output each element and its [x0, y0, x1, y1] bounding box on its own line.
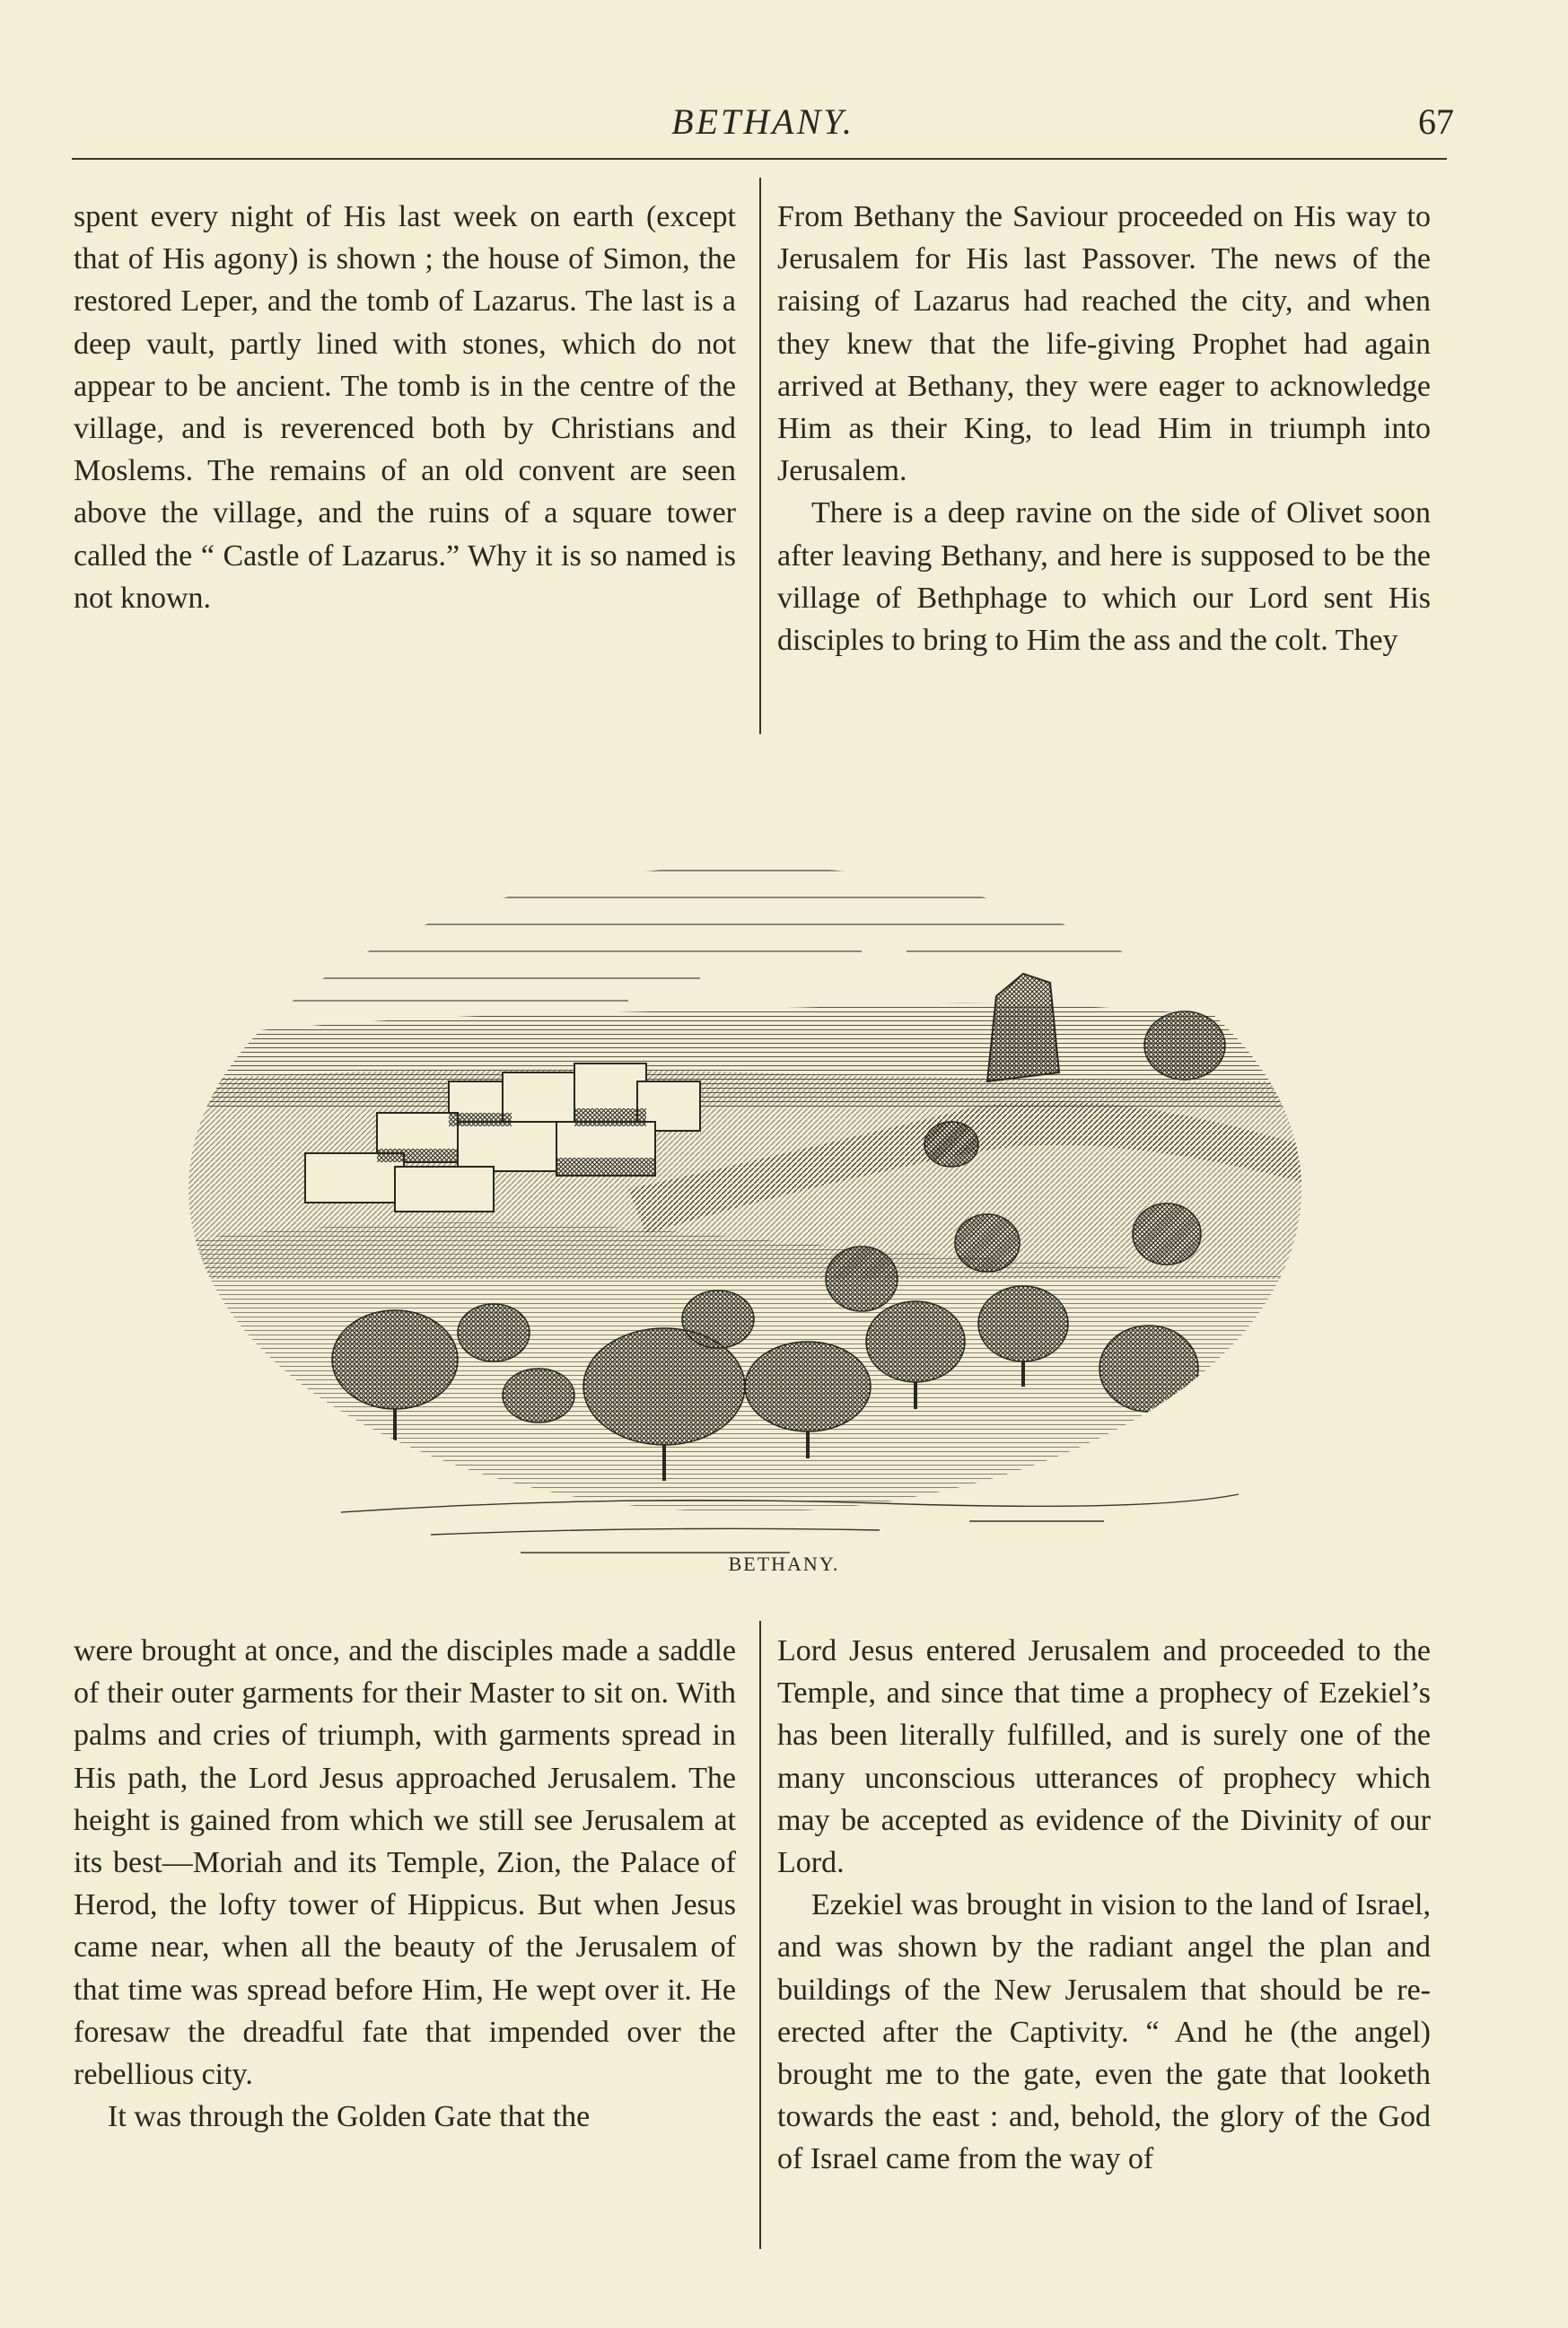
column-top-right: [777, 196, 1431, 661]
paragraph: Ezekiel was brought in vision to the land of Israel, and was shown by the radiant angel the plan and buildings of the New Jerusalem that should be re-erected after the Captivity. “ And he (the angel) brought me to the gate, even the gate that looketh towards the east : and, behold, the glory of the God of Israel came from the way of: [777, 1888, 1431, 2176]
paragraph: From Bethany the Saviour proceeded on His way to Jerusalem for His last Passover. The news of the raising of Lazarus had reached the city, and when they knew that the life-giving Prophet had again arrived at Bethany, they were eager to acknowledge Him as their King, to lead Him in triumph into Jerusalem.: [777, 200, 1431, 488]
paragraph: Lord Jesus entered Jerusalem and proceeded to the Temple, and since that time a prophecy of Ezekiel’s has been literally fulfilled, and is surely one of the many unconscious utterances of prophecy which may be accepted as evidence of the Divinity of our Lord.: [777, 1634, 1431, 1880]
paragraph: spent every night of His last week on earth (except that of His agony) is shown ; the house of Simon, the restored Leper, and the tomb of Lazarus. The last is a deep vault, partly lined with stones, which do not appear to be ancient. The tomb is in the centre of the village, and is reverenced both by Christians and Moslems. The remains of an old convent are seen above the village, and the ruins of a square tower called the “ Castle of Lazarus.” Why it is so named is not known.: [74, 200, 736, 615]
column-bottom-right: [777, 1630, 1431, 2181]
page-number: 67: [1418, 101, 1454, 142]
running-title: BETHANY.: [671, 101, 854, 142]
illustration-caption: BETHANY.: [728, 1553, 840, 1575]
header-rule: [72, 158, 1447, 160]
paragraph: were brought at once, and the disciples made a saddle of their outer garments for their Master to sit on. With palms and cries of triumph, with garments spread in His path, the Lord Jesus approached Jerusalem. The height is gained from which we still see Jerusalem at its best—Moriah and its Temple, Zion, the Palace of Herod, the lofty tower of Hippicus. But when Jesus came near, when all the beauty of the Jerusalem of that time was spread before Him, He wept over it. He foresaw the dreadful fate that impended over the rebellious city.: [74, 1634, 736, 2092]
column-bottom-left: [74, 1630, 736, 2138]
paragraph: It was through the Golden Gate that the: [108, 2100, 591, 2134]
paragraph: There is a deep ravine on the side of Olivet soon after leaving Bethany, and here is supposed to be the village of Bethphage to which our Lord sent His disciples to bring to Him the ass and the colt. They: [777, 496, 1431, 658]
running-head: [72, 101, 1454, 154]
column-rule-bottom: [759, 1621, 761, 2249]
column-rule-top: [759, 178, 761, 734]
bethany-engraving: [162, 812, 1328, 1566]
column-top-left: [74, 196, 736, 619]
